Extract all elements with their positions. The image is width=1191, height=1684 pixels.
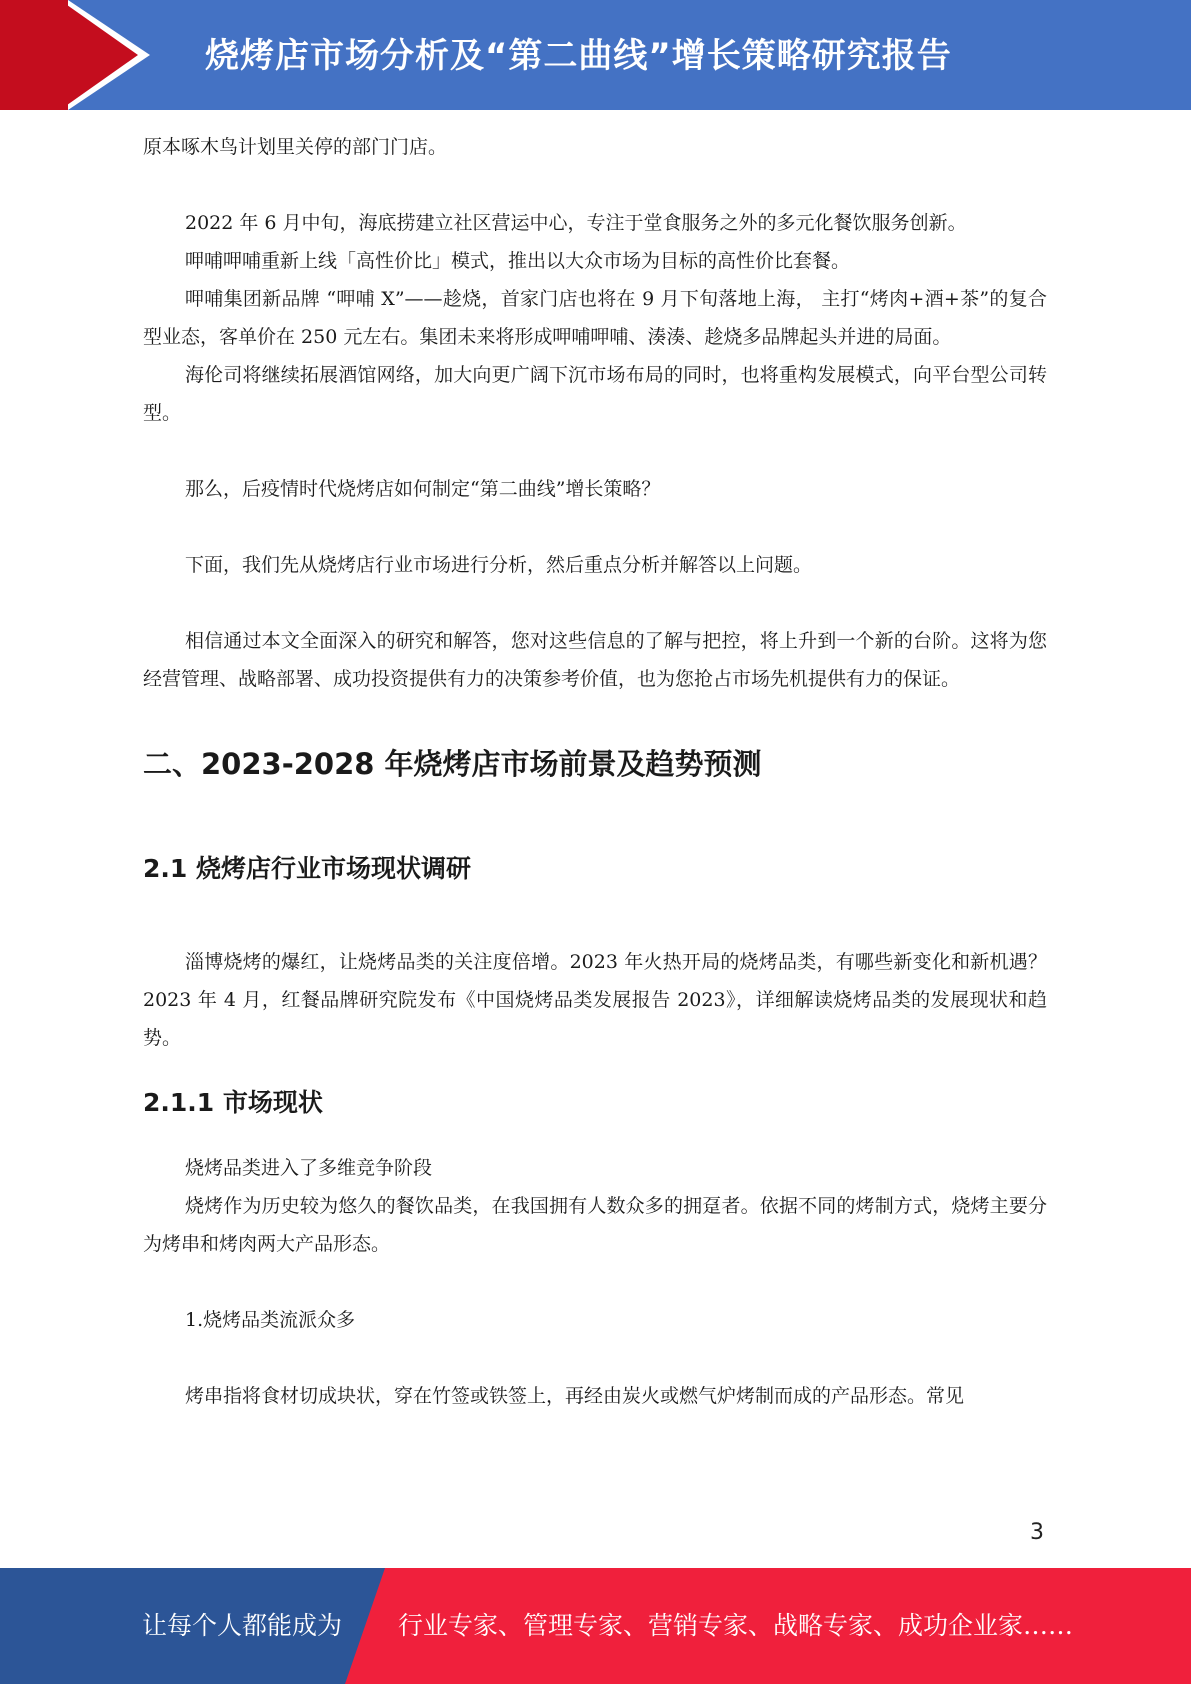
subsection-heading: 2.1.1 市场现状	[143, 1088, 323, 1117]
header-red-block	[0, 0, 68, 110]
page-header	[0, 0, 1191, 110]
list-item-heading: 1.烧烤品类流派众多	[185, 1309, 356, 1331]
paragraph: 烤串指将食材切成块状，穿在竹签或铁签上，再经由炭火或燃气炉烤制而成的产品形态。常见	[185, 1385, 965, 1407]
paragraph: 淄博烧烤的爆红，让烧烤品类的关注度倍增。2023 年火热开局的烧烤品类，有哪些新变化和新机遇？2023 年 4 月，红餐品牌研究院发布《中国烧烤品类发展报告 2023》，详细解读烧烤品类的发展现状和趋势。	[143, 951, 1047, 1049]
paragraph: 那么，后疫情时代烧烤店如何制定“第二曲线”增长策略？	[185, 478, 661, 500]
paragraph: 2022 年 6 月中旬，海底捞建立社区营运中心，专注于堂食服务之外的多元化餐饮服务创新。	[185, 212, 967, 234]
subsection-heading: 2.1 烧烤店行业市场现状调研	[143, 854, 471, 883]
paragraph: 下面，我们先从烧烤店行业市场进行分析，然后重点分析并解答以上问题。	[185, 554, 813, 576]
paragraph: 呷哺呷哺重新上线「高性价比」模式，推出以大众市场为目标的高性价比套餐。	[185, 250, 851, 272]
paragraph: 相信通过本文全面深入的研究和解答，您对这些信息的了解与把控，将上升到一个新的台阶。这将为您经营管理、战略部署、成功投资提供有力的决策参考价值，也为您抢占市场先机提供有力的保证。	[143, 630, 1047, 690]
footer-slogan-left: 让每个人都能成为	[142, 1611, 343, 1640]
section-heading: 二、2023-2028 年烧烤店市场前景及趋势预测	[143, 747, 762, 781]
paragraph: 呷哺集团新品牌 “呷哺 X”——趁烧，首家门店也将在 9 月下旬落地上海， 主打“烤肉+酒+茶”的复合型业态，客单价在 250 元左右。集团未来将形成呷哺呷哺、湊湊、趁烧多品牌起头并进的局面。	[143, 288, 1047, 348]
paragraph: 海伦司将继续拓展酒馆网络，加大向更广阔下沉市场布局的同时，也将重构发展模式，向平台型公司转型。	[143, 364, 1047, 424]
page-footer	[0, 1568, 1191, 1684]
paragraph: 烧烤品类进入了多维竞争阶段	[185, 1157, 433, 1179]
header-red-arrow	[60, 0, 138, 110]
page-number: 3	[1030, 1520, 1044, 1545]
paragraph: 烧烤作为历史较为悠久的餐饮品类，在我国拥有人数众多的拥趸者。依据不同的烤制方式，烧烤主要分为烤串和烤肉两大产品形态。	[143, 1195, 1047, 1255]
report-title: 烧烤店市场分析及“第二曲线”增长策略研究报告	[205, 36, 952, 76]
document-body	[143, 128, 1047, 1415]
paragraph: 原本啄木鸟计划里关停的部门门店。	[143, 136, 448, 158]
footer-slogan-right: 行业专家、管理专家、营销专家、战略专家、成功企业家……	[398, 1611, 1074, 1640]
